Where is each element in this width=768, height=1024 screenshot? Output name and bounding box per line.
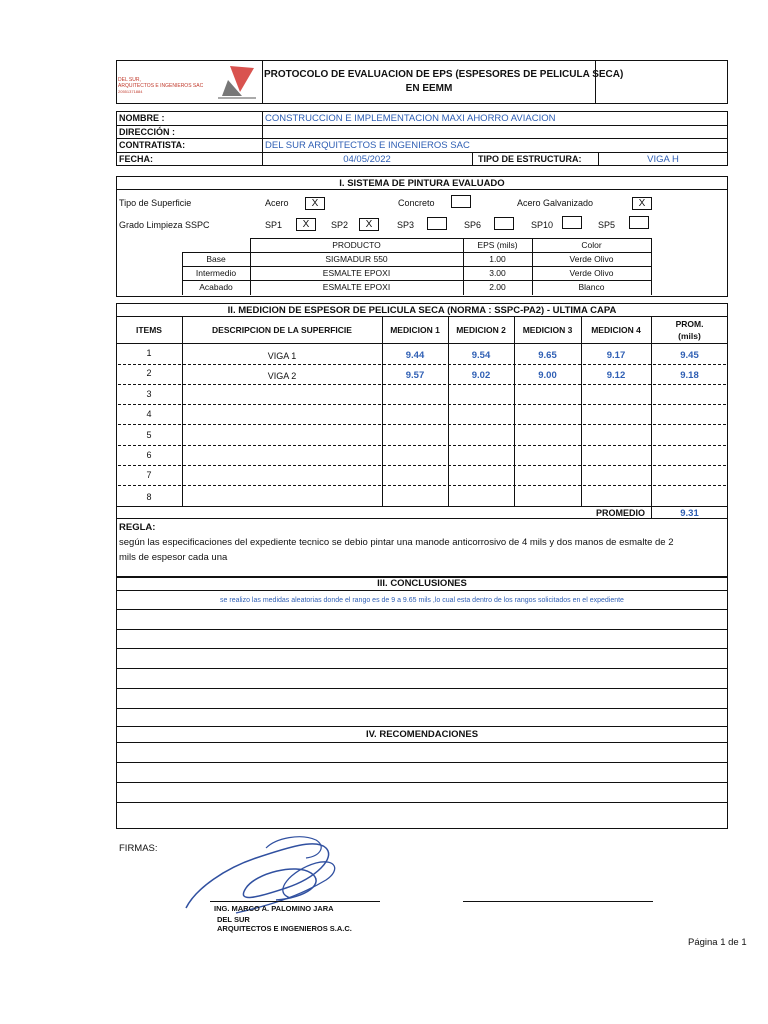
table-row-prom: 9.45 xyxy=(680,350,699,361)
product-table-line-2 xyxy=(182,266,652,267)
table-row-m2: 9.02 xyxy=(471,370,491,381)
concreto-label: Concreto xyxy=(398,198,435,208)
sp3-checkbox[interactable] xyxy=(427,217,447,230)
product-row-intermedio-eps: 3.00 xyxy=(489,268,506,278)
section3-line-5 xyxy=(116,688,728,689)
row-separator-7 xyxy=(118,485,726,486)
table-row-m2: 9.54 xyxy=(471,350,491,361)
stamp-line2: DEL SUR xyxy=(217,915,250,924)
table-row-item: 7 xyxy=(146,470,152,480)
table-row-m1: 9.57 xyxy=(405,370,425,381)
contratista-value: DEL SUR ARQUITECTOS E INGENIEROS SAC xyxy=(265,140,470,151)
table-row-item: 8 xyxy=(146,492,152,502)
promedio-label: PROMEDIO xyxy=(596,508,646,518)
measure-vline-6 xyxy=(651,316,652,519)
color-col-header: Color xyxy=(581,240,602,250)
sp6-checkbox[interactable] xyxy=(494,217,514,230)
logo-text-line1: DEL SUR, xyxy=(118,77,141,83)
medicion3-col-header: MEDICION 3 xyxy=(522,325,573,335)
signature-line-left xyxy=(210,901,380,902)
product-row-acabado-product: ESMALTE EPOXI xyxy=(322,282,391,292)
sp2-checkbox[interactable]: X xyxy=(359,218,379,231)
conclusion-text: se realizo las medidas aleatorias donde el rango es de 9 a 9.65 mils ,lo cual esta dentro de los rangos solicitados en el expediente xyxy=(220,597,624,604)
table-row-m4: 9.17 xyxy=(606,350,626,361)
promedio-col-header-line1: PROM. xyxy=(675,319,704,329)
sp6-label: SP6 xyxy=(464,220,482,230)
row-separator-4 xyxy=(118,424,726,425)
product-col-header: PRODUCTO xyxy=(332,240,381,250)
table-row-m4: 9.12 xyxy=(606,370,626,381)
section2-box xyxy=(116,303,728,519)
signature-line-right xyxy=(463,901,653,902)
table-row-item: 2 xyxy=(146,368,152,378)
product-table-vline-4 xyxy=(651,238,652,295)
table-row-item: 3 xyxy=(146,389,152,399)
info-row-line-3 xyxy=(116,152,728,153)
eps-col-header: EPS (mils) xyxy=(477,240,518,250)
header-divider-left xyxy=(262,60,263,104)
product-row-intermedio-product: ESMALTE EPOXI xyxy=(322,268,391,278)
nombre-value: CONSTRUCCION E IMPLEMENTACION MAXI AHORRO AVIACION xyxy=(265,113,556,124)
section4-title-line xyxy=(116,742,728,743)
row-separator-6 xyxy=(118,465,726,466)
product-row-base-color: Verde Olivo xyxy=(569,254,614,264)
row-separator-1 xyxy=(118,364,726,365)
medicion1-col-header: MEDICION 1 xyxy=(390,325,440,335)
info-fecha-divider-1 xyxy=(472,152,473,166)
regla-text-line1: según las especificaciones del expediente tecnico se debio pintar una manode anticorrosivo de 4 mils y dos manos de esmalte de 2 xyxy=(119,537,674,548)
product-row-base-eps: 1.00 xyxy=(489,254,506,264)
stamp-line1: ING. MARCO A. PALOMINO JARA xyxy=(214,904,334,913)
section4-line-1 xyxy=(116,762,728,763)
info-row-line-1 xyxy=(116,125,728,126)
info-row-line-2 xyxy=(116,138,728,139)
product-table xyxy=(182,238,652,295)
tipo-estructura-label: TIPO DE ESTRUCTURA: xyxy=(478,154,582,164)
section4-line-3 xyxy=(116,802,728,803)
measure-vline-3 xyxy=(448,316,449,506)
section2-title-line xyxy=(116,316,728,317)
page-number: Página 1 de 1 xyxy=(688,937,747,948)
product-row-base-product: SIGMADUR 550 xyxy=(325,254,388,264)
tipo-superficie-label: Tipo de Superficie xyxy=(119,198,192,208)
fecha-value: 04/05/2022 xyxy=(343,154,391,165)
section2-title: II. MEDICION DE ESPESOR DE PELICULA SECA (NORMA : SSPC-PA2) - ULTIMA CAPA xyxy=(227,305,617,316)
logo-text-line2: ARQUITECTOS E INGENIEROS SAC xyxy=(118,83,204,89)
section4-line-2 xyxy=(116,782,728,783)
sp10-label: SP10 xyxy=(531,220,554,230)
sp5-checkbox[interactable] xyxy=(629,216,649,229)
row-separator-5 xyxy=(118,445,726,446)
stamp-line3: ARQUITECTOS E INGENIEROS S.A.C. xyxy=(217,924,352,933)
product-table-line-1 xyxy=(182,252,652,253)
sp2-label: SP2 xyxy=(331,220,349,230)
table-row-item: 1 xyxy=(146,348,152,358)
section3-line-1 xyxy=(116,609,728,610)
table-row-prom: 9.18 xyxy=(680,370,699,381)
section4-title: IV. RECOMENDACIONES xyxy=(365,729,479,740)
product-row-acabado-eps: 2.00 xyxy=(489,282,506,292)
section3-title-line xyxy=(116,590,728,591)
table-row-m1: 9.44 xyxy=(405,350,425,361)
document-title-line1: PROTOCOLO DE EVALUACION DE EPS (ESPESORES DE PELICULA SECA) xyxy=(264,69,624,80)
product-table-line-3 xyxy=(182,280,652,281)
contratista-label: CONTRATISTA: xyxy=(119,140,186,150)
table-row-desc: VIGA 2 xyxy=(267,371,297,381)
acero-label: Acero xyxy=(265,198,289,208)
product-row-acabado-layer: Acabado xyxy=(199,282,233,292)
concreto-checkbox[interactable] xyxy=(451,195,471,208)
regla-label: REGLA: xyxy=(119,522,156,533)
tipo-estructura-value: VIGA H xyxy=(647,154,679,165)
sp1-label: SP1 xyxy=(265,220,283,230)
table-row-item: 5 xyxy=(146,430,152,440)
product-row-acabado-color: Blanco xyxy=(578,282,605,292)
section3-line-2 xyxy=(116,629,728,630)
product-table-line-top xyxy=(250,238,652,239)
section3-title: III. CONCLUSIONES xyxy=(377,578,467,589)
acero-galvanizado-checkbox[interactable]: X xyxy=(632,197,652,210)
grado-limpieza-label: Grado Limpieza SSPC xyxy=(119,220,210,230)
descripcion-col-header: DESCRIPCION DE LA SUPERFICIE xyxy=(212,325,352,335)
row-separator-3 xyxy=(118,404,726,405)
measure-vline-4 xyxy=(514,316,515,506)
table-row-m3: 9.00 xyxy=(538,370,557,381)
direccion-label: DIRECCIÓN : xyxy=(119,127,175,137)
header-divider-right xyxy=(595,60,596,104)
acero-checkbox[interactable]: X xyxy=(305,197,325,210)
section3-line-6 xyxy=(116,708,728,709)
section3-line-4 xyxy=(116,668,728,669)
signature-image xyxy=(176,828,376,928)
medicion4-col-header: MEDICION 4 xyxy=(591,325,641,335)
table-bottom-line xyxy=(116,506,728,507)
medicion2-col-header: MEDICION 2 xyxy=(456,325,506,335)
sp3-label: SP3 xyxy=(397,220,415,230)
company-logo xyxy=(118,62,260,102)
measure-vline-1 xyxy=(182,316,183,506)
sp10-checkbox[interactable] xyxy=(562,216,582,229)
logo-text-line3: 20551371884 xyxy=(118,89,143,94)
table-row-desc: VIGA 1 xyxy=(267,351,297,361)
table-row-m3: 9.65 xyxy=(538,350,557,361)
promedio-value: 9.31 xyxy=(680,508,699,519)
sp5-label: SP5 xyxy=(598,220,616,230)
measure-vline-2 xyxy=(382,316,383,506)
acero-galvanizado-label: Acero Galvanizado xyxy=(517,198,594,208)
section1-title-line xyxy=(116,189,728,190)
items-col-header: ITEMS xyxy=(136,325,162,335)
product-row-intermedio-layer: Intermedio xyxy=(195,268,237,278)
product-row-base-layer: Base xyxy=(206,254,226,264)
section3-line-3 xyxy=(116,648,728,649)
nombre-label: NOMBRE : xyxy=(119,113,165,123)
table-row-item: 6 xyxy=(146,450,152,460)
promedio-col-header-line2: (mils) xyxy=(678,331,701,341)
document-title-line2: EN EEMM xyxy=(405,83,453,94)
table-row-item: 4 xyxy=(146,409,152,419)
section2-header-bottom xyxy=(116,343,728,344)
section1-title: I. SISTEMA DE PINTURA EVALUADO xyxy=(339,178,505,189)
sp1-checkbox[interactable]: X xyxy=(296,218,316,231)
fecha-label: FECHA: xyxy=(119,154,153,164)
regla-text-line2: mils de espesor cada una xyxy=(119,552,228,563)
measure-vline-5 xyxy=(581,316,582,506)
regla-box xyxy=(116,519,728,577)
firmas-label: FIRMAS: xyxy=(119,843,158,854)
product-row-intermedio-color: Verde Olivo xyxy=(569,268,614,278)
row-separator-2 xyxy=(118,384,726,385)
